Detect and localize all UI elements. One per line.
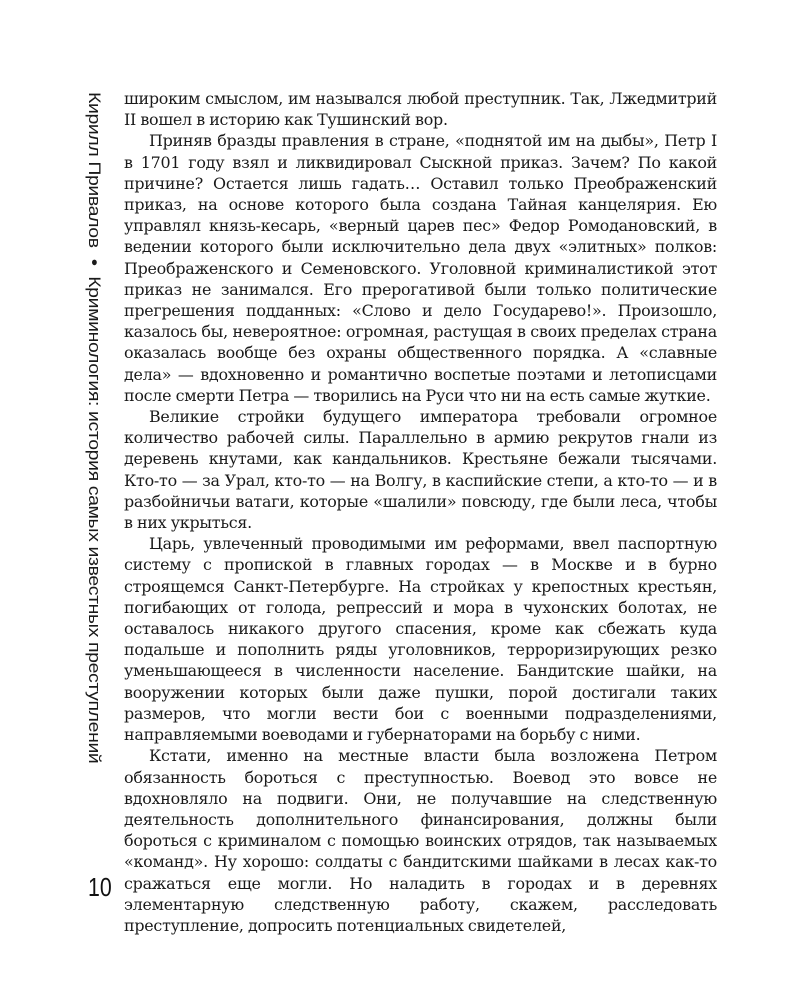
paragraph-1: широким смыслом, им назывался любой преступник. Так, Лжедмитрий II вошел в историю как Тушинский вор. xyxy=(124,89,717,130)
running-head-title: Криминология: история самых известных преступлений xyxy=(84,276,104,764)
body-text xyxy=(124,88,717,936)
running-head-separator: • xyxy=(84,258,104,266)
paragraph-5: Кстати, именно на местные власти была возложена Петром обязанность бороться с преступностью. Воевод это вовсе не вдохновляло на подвиги. Они, не получавшие на следственную деятельность дополнительного финансирования, должны были бороться с криминалом с помощью воинских отрядов, так называемых «команд». Ну хорошо: солдаты с бандитскими шайками в лесах как-то сражаться еще могли. Но наладить в городах и в деревнях элементарную следственную работу, скажем, расследовать преступление, допросить потенциальных свидетелей, xyxy=(124,746,717,935)
running-head-author: Кирилл Привалов xyxy=(84,92,104,248)
paragraph-2: Приняв бразды правления в стране, «поднятой им на дыбы», Петр I в 1701 году взял и ликвидировал Сыскной приказ. Зачем? По какой причине? Остается лишь гадать… Оставил только Преображенский приказ, на основе которого была создана Тайная канцелярия. Ею управлял князь-кесарь, «верный царев пес» Федор Ромодановский, в ведении которого были исключительно дела двух «элитных» полков: Преображенского и Семеновского. Уголовной криминалистикой этот приказ не занимался. Его прерогативой были только политические прегрешения подданных: «Слово и дело Государево!». Произошло, казалось бы, невероятное: огромная, растущая в своих пределах страна оказалась вообще без охраны общественного порядка. А «славные дела» — вдохновенно и романтично воспетые поэтами и летописцами после смерти Петра — творились на Руси что ни на есть самые жуткие. xyxy=(124,131,717,405)
paragraph-4: Царь, увлеченный проводимыми им реформами, ввел паспортную систему с пропиской в главных городах — в Москве и в бурно строящемся Санкт-Петербурге. На стройках у крепостных крестьян, погибающих от голода, репрессий и мора в чухонских болотах, не оставалось никакого другого спасения, кроме как сбежать куда подальше и пополнить ряды уголовников, терроризирующих резко уменьшающееся в численности население. Бандитские шайки, на вооружении которых были даже пушки, порой достигали таких размеров, что могли вести бои с военными подразделениями, направляемыми воеводами и губернаторами на борьбу с ними. xyxy=(124,534,717,745)
paragraph-3: Великие стройки будущего императора требовали огромное количество рабочей силы. Параллельно в армию рекрутов гнали из деревень кнутами, как кандальников. Крестьяне бежали тысячами. Кто-то — за Урал, кто-то — на Волгу, в каспийские степи, а кто-то — и в разбойничьи ватаги, которые «шалили» повсюду, где были леса, чтобы в них укрыться. xyxy=(124,407,717,533)
page-number: 10 xyxy=(88,872,112,902)
running-head xyxy=(78,92,111,862)
